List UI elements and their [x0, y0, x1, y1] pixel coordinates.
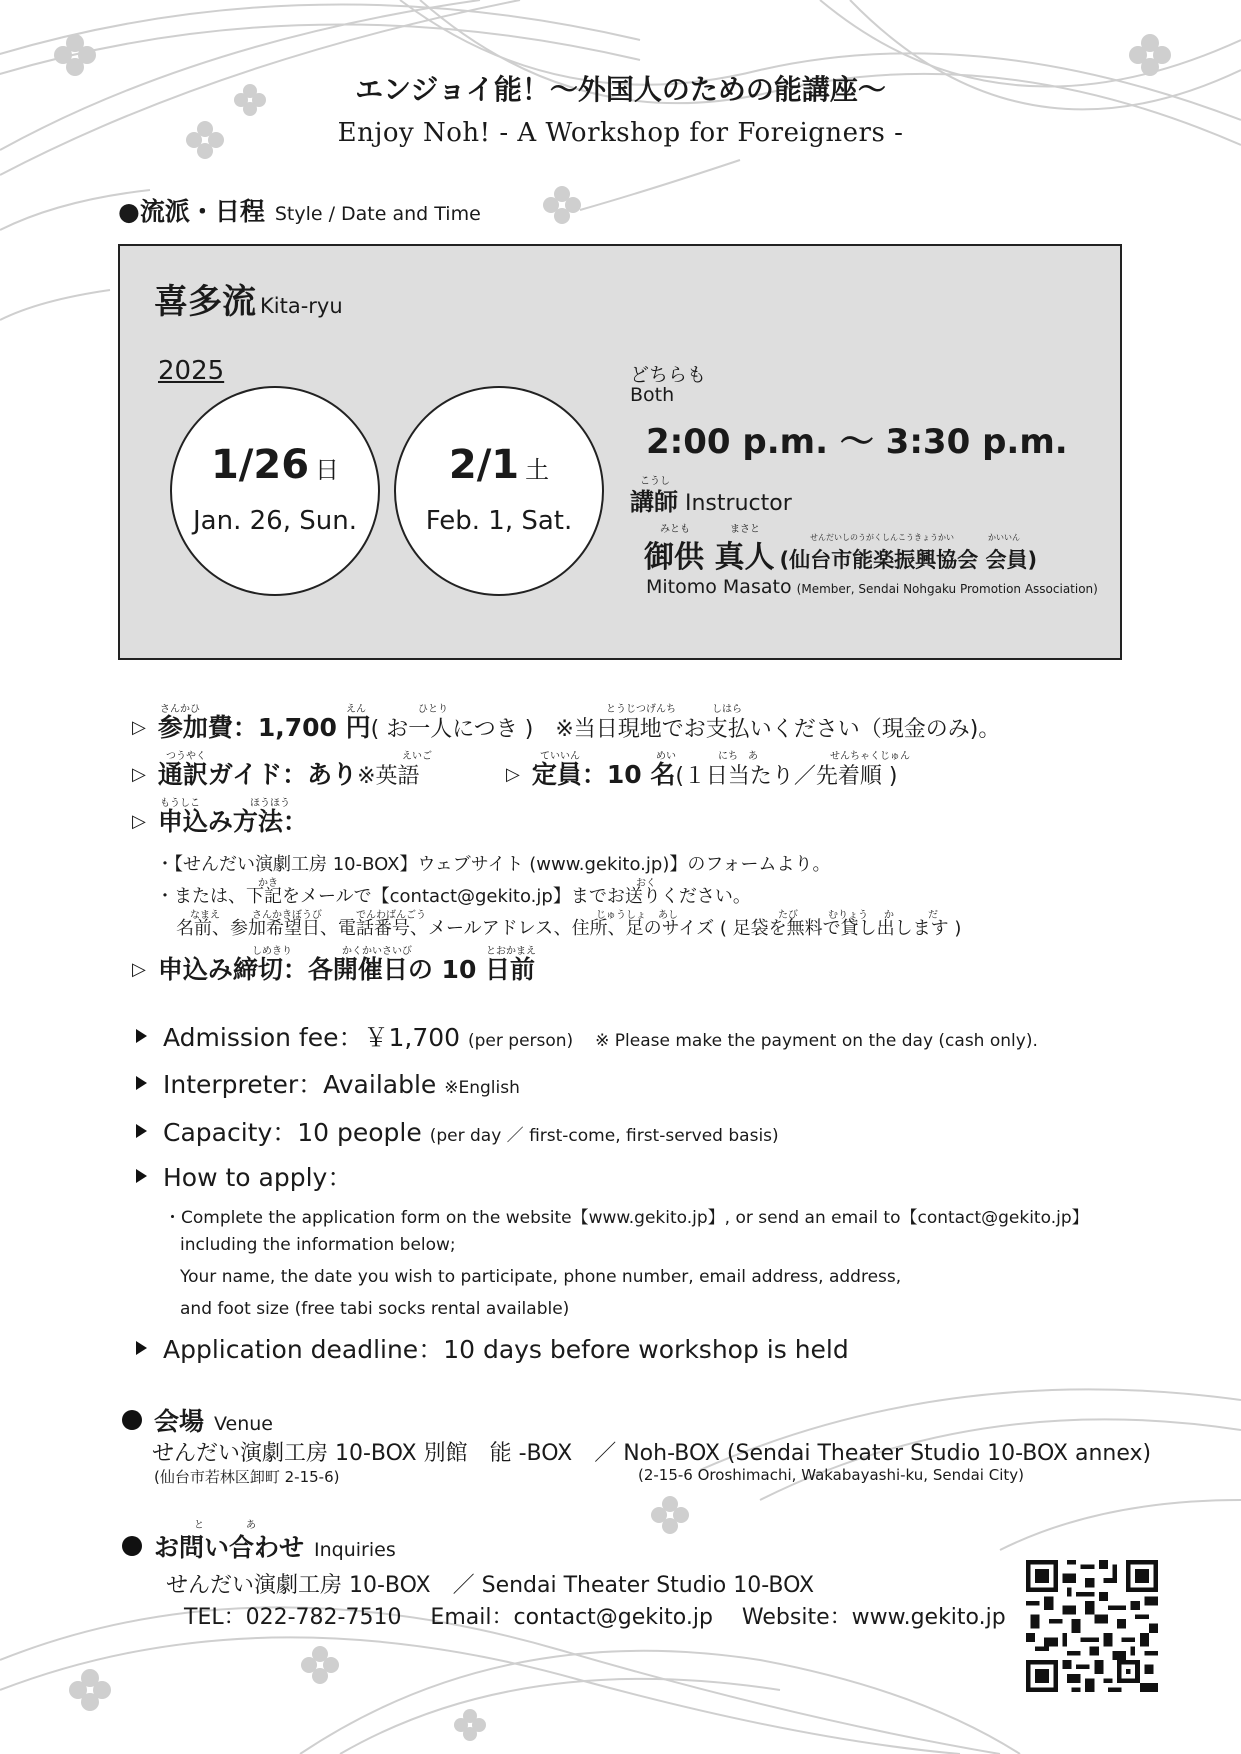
time-range: 2:00 p.m. ～ 3:30 p.m. [646, 422, 1068, 462]
ruby-houhou: ほうほう [250, 798, 290, 809]
deadline-jp: 申込み締切：各開催日の 10 日前 [157, 955, 536, 984]
ruby-mei: めい [656, 751, 676, 762]
instructor-ruby-2: まさと [730, 524, 760, 535]
triangle-bullet-icon [136, 1029, 147, 1043]
triangle-bullet-icon [136, 1076, 147, 1090]
ruby-nichi: にち あ [718, 751, 758, 762]
deadline-en: Application deadline：10 days before workshop is held [163, 1335, 849, 1364]
date-2-day: 土 [525, 456, 550, 484]
date-1-en: Jan. 26, Sun. [193, 506, 357, 536]
page-title-en: Enjoy Noh! - A Workshop for Foreigners - [337, 118, 904, 148]
page-title-jp: エンジョイ能！～外国人のための能講座～ [355, 73, 886, 106]
outline-triangle-icon: ▷ [132, 763, 146, 785]
qr-code [1026, 1560, 1158, 1692]
venue-address-en: (2-15-6 Oroshimachi, Wakabayashi-ku, Sendai City) [638, 1466, 1024, 1484]
schedule-heading [118, 192, 481, 228]
interp-en: Interpreter：Available [163, 1070, 437, 1099]
ruby-tabi: たび [778, 910, 798, 921]
ruby-namae: なまえ [190, 910, 220, 921]
ruby-oku: おく [636, 878, 656, 889]
both-jp: どちらも [630, 364, 707, 386]
schedule-box [118, 244, 1122, 660]
fee-note-jp: ( お一人につき ) ※当日現地でお支払いください（現金のみ)。 [370, 717, 1001, 742]
capacity-note-en: (per day ／ first-come, first-served basis) [429, 1126, 779, 1146]
inquiries-heading-jp: お問い合わせ [154, 1533, 305, 1562]
apply-line-3-en: Your name, the date you wish to participate, phone number, email address, address, [180, 1267, 902, 1287]
apply-line-3-jp: 名前、参加希望日、電話番号、メールアドレス、住所、足のサイズ ( 足袋を無料で貸し出します ) [176, 918, 962, 939]
apply-jp: 申込み方法： [157, 807, 308, 836]
deadline-row-jp [132, 950, 535, 986]
apply-line-2-jp: ・または、下記をメールで【contact@gekito.jp】までお送りください。 [156, 886, 751, 907]
school-name [154, 274, 343, 323]
apply-line-1-jp: ・【せんだい演劇工房 10-BOX】ウェブサイト (www.gekito.jp)】のフォームより。 [156, 854, 831, 875]
ruby-hitori: ひとり [418, 704, 448, 715]
schedule-heading-jp: ●流派・日程 [118, 197, 265, 226]
ruby-tookamae: とおかまえ [486, 946, 536, 957]
date-circle-2 [394, 386, 604, 596]
instructor-name [644, 532, 1037, 576]
ruby-kaki: かき [258, 878, 278, 889]
venue-heading [122, 1402, 273, 1438]
year-label: 2025 [158, 356, 225, 386]
instructor-name-en-row [646, 576, 1098, 598]
deadline-row-en [136, 1330, 849, 1366]
capacity-row-en [136, 1113, 779, 1149]
apply-row-en [136, 1158, 352, 1194]
ruby-shiharai: しはら [712, 704, 742, 715]
inquiries-ruby-1: と [194, 1520, 204, 1531]
fee-jp: 参加費：1,700 円 [157, 713, 371, 742]
outline-triangle-icon: ▷ [506, 763, 520, 785]
ruby-jusho: じゅうしょ [596, 910, 646, 921]
date-1-day: 日 [315, 456, 340, 484]
date-1-jp: 1/26 [210, 442, 310, 488]
instructor-label [630, 482, 792, 517]
ruby-ka: か [884, 910, 894, 921]
ruby-kakukaisai: かくかいさいび [342, 946, 412, 957]
school-name-jp: 喜多流 [154, 282, 256, 322]
school-name-en: Kita-ryu [260, 294, 343, 318]
ruby-tsuyaku: つうやく [166, 751, 206, 762]
outline-triangle-icon: ▷ [132, 716, 146, 738]
ruby-sanka: さんかきぼうび [252, 910, 322, 921]
instructor-name-en: Mitomo Masato [646, 576, 792, 598]
capacity-jp: 定員：10 名 [531, 760, 676, 789]
apply-line-1-en: ・Complete the application form on the website【www.gekito.jp】, or send an email to【contact@gekito.jp】 [164, 1208, 1089, 1228]
schedule-heading-en: Style / Date and Time [274, 203, 481, 225]
apply-row-jp [132, 802, 308, 838]
inquiries-org: せんだい演劇工房 10-BOX ／ Sendai Theater Studio 10-BOX [166, 1573, 815, 1598]
both-en: Both [630, 384, 675, 406]
date-2-jp: 2/1 [448, 442, 520, 488]
venue-heading-en: Venue [214, 1413, 274, 1435]
apply-en: How to apply： [163, 1163, 353, 1192]
outline-triangle-icon: ▷ [132, 810, 146, 832]
triangle-bullet-icon [136, 1124, 147, 1138]
instructor-name-jp: 御供 真人 [644, 540, 775, 575]
ruby-en: えん [346, 704, 366, 715]
capacity-row-jp [506, 755, 898, 791]
triangle-bullet-icon [136, 1169, 147, 1183]
triangle-bullet-icon [136, 1341, 147, 1355]
ruby-ashi: あし [658, 910, 678, 921]
bullet-icon [122, 1536, 142, 1556]
capacity-note-jp: (１日当たり／先着順 ) [675, 764, 898, 789]
venue-name: せんだい演劇工房 10-BOX 別館 能 -BOX ／ Noh-BOX (Sendai Theater Studio 10-BOX annex) [152, 1441, 1152, 1466]
instructor-label-en: Instructor [685, 491, 792, 516]
ruby-moushikomi: もうしこ [160, 798, 200, 809]
interp-note-jp: ※英語 [357, 764, 420, 789]
interp-row-en [136, 1065, 520, 1101]
venue-heading-jp: 会場 [154, 1407, 205, 1436]
instructor-label-ruby: こうし [640, 476, 670, 487]
inquiries-ruby-2: あ [246, 1520, 256, 1531]
fee-row-en [136, 1018, 1038, 1054]
apply-line-4-en: and foot size (free tabi socks rental available) [180, 1299, 570, 1319]
instructor-affil-jp: (仙台市能楽振興協会 会員) [779, 548, 1038, 572]
interp-jp: 通訳ガイド：あり [157, 760, 358, 789]
interp-note-en: ※English [444, 1078, 520, 1098]
ruby-teiin: ていいん [540, 751, 580, 762]
inquiries-heading-en: Inquiries [314, 1539, 396, 1561]
ruby-fee: さんかひ [160, 704, 200, 715]
date-circle-1 [170, 386, 380, 596]
bullet-icon [122, 1410, 142, 1430]
ruby-toujitsu: とうじつげんち [606, 704, 676, 715]
outline-triangle-icon: ▷ [132, 958, 146, 980]
ruby-eigo: えいご [402, 751, 432, 762]
ruby-da: だ [928, 910, 938, 921]
inquiries-heading [122, 1528, 396, 1564]
instructor-affil-en: (Member, Sendai Nohgaku Promotion Association) [796, 582, 1098, 596]
instructor-ruby-3: せんだいしのうがくしんこうきょうかい [810, 533, 954, 542]
date-2-en: Feb. 1, Sat. [425, 506, 573, 536]
capacity-en: Capacity：10 people [163, 1118, 422, 1147]
apply-line-2-en: including the information below; [180, 1235, 456, 1255]
fee-row-jp [132, 708, 1000, 744]
ruby-denwa: でんわばんごう [356, 910, 426, 921]
fee-sm-en: (per person) [468, 1031, 574, 1051]
fee-en: Admission fee：￥1,700 [163, 1023, 461, 1052]
instructor-ruby-4: かいいん [988, 533, 1020, 542]
fee-note-en: ※ Please make the payment on the day (cash only). [595, 1031, 1038, 1051]
instructor-ruby-1: みとも [660, 524, 690, 535]
instructor-label-jp: 講師 [630, 488, 678, 516]
venue-address-jp: (仙台市若林区卸町 2-15-6) [154, 1468, 340, 1486]
ruby-muryou: むりょう [828, 910, 868, 921]
ruby-shimekiri: しめきり [252, 946, 292, 957]
interp-row-jp [132, 755, 420, 791]
ruby-senchaku: せんちゃくじゅん [830, 751, 910, 762]
inquiries-contact: TEL：022-782-7510 Email：contact@gekito.jp Website：www.gekito.jp [184, 1605, 1006, 1630]
